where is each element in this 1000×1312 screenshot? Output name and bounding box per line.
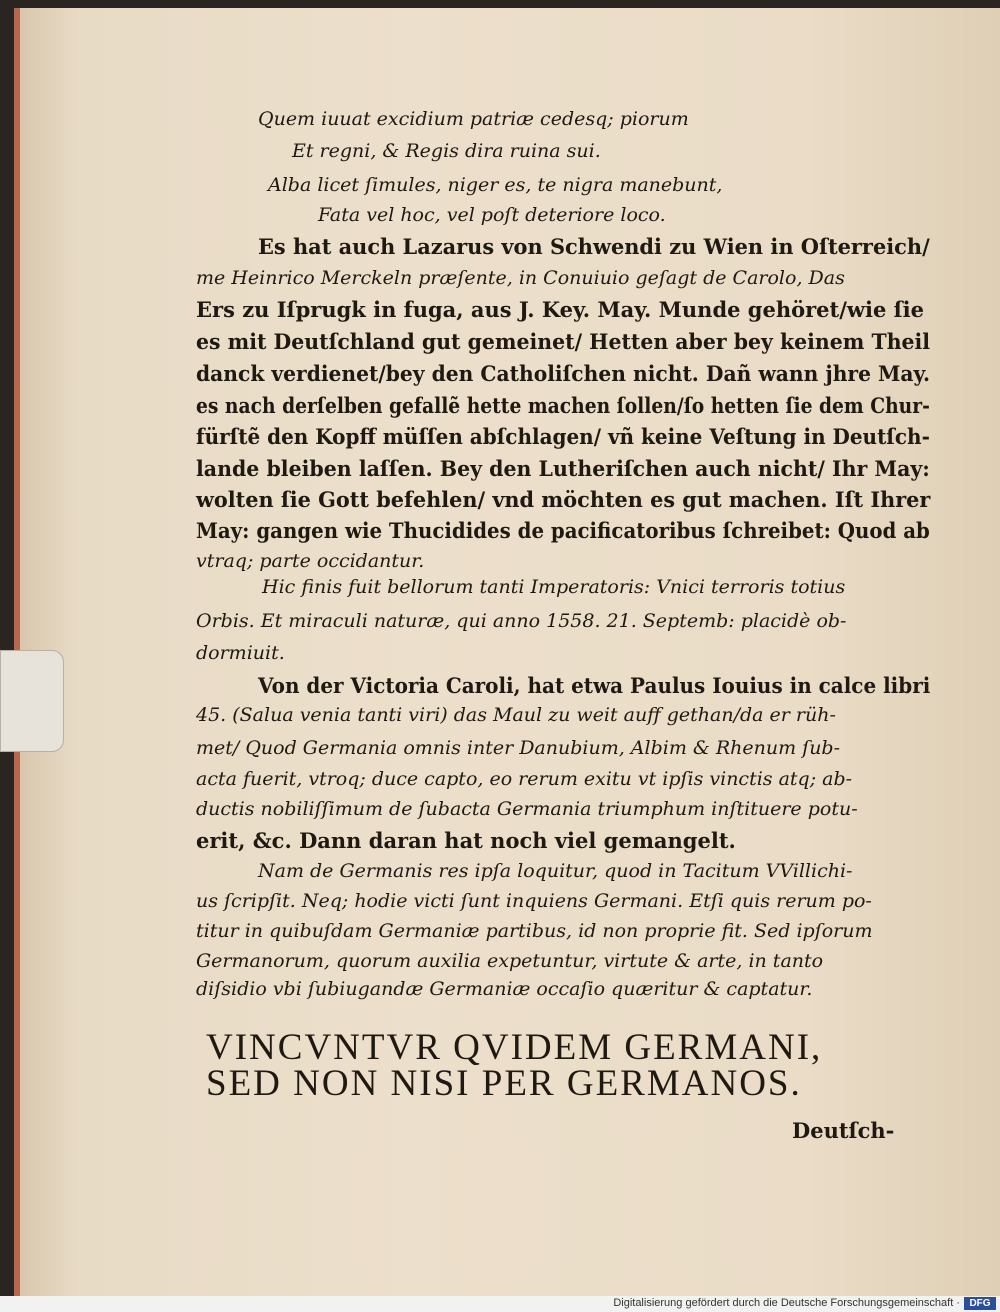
text-line: Alba licet ſimules, niger es, te nigra manebunt, bbox=[268, 174, 723, 196]
text-line: diſsidio vbi ſubiugandæ Germaniæ occaſio quæritur & captatur. bbox=[196, 978, 813, 1000]
text-line: acta fuerit, vtroq; duce capto, eo rerum exitu vt ipſis vinctis atq; ab- bbox=[196, 768, 853, 790]
text-line: VINCVNTVR QVIDEM GERMANI, bbox=[206, 1027, 823, 1068]
funding-notice: Digitalisierung gefördert durch die Deutsche Forschungsgemeinschaft · bbox=[613, 1297, 960, 1309]
text-line: Et regni, & Regis dira ruina sui. bbox=[292, 140, 601, 162]
text-line: Quem iuuat excidium patriæ cedesq; piorum bbox=[258, 108, 689, 130]
text-line: erit, &c. Dann daran hat noch viel gemangelt. bbox=[196, 828, 736, 853]
text-line: wolten ſie Gott befehlen/ vnd möchten es gut machen. Iſt Ihrer bbox=[196, 487, 931, 512]
text-line: met/ Quod Germania omnis inter Danubium, Albim & Rhenum ſub- bbox=[196, 737, 841, 759]
text-line: Fata vel hoc, vel poſt deteriore loco. bbox=[318, 204, 666, 226]
text-line: titur in quibuſdam Germaniæ partibus, id non proprie fit. Sed ipſorum bbox=[196, 920, 873, 942]
text-line: Germanorum, quorum auxilia expetuntur, virtute & arte, in tanto bbox=[196, 950, 824, 972]
text-line: Deutſch- bbox=[792, 1118, 895, 1143]
text-line: fürſtẽ den Kopff müſſen abſchlagen/ vñ keine Veſtung in Deutſch- bbox=[196, 424, 930, 449]
text-line: Nam de Germanis res ipſa loquitur, quod in Tacitum VVillichi- bbox=[258, 860, 853, 882]
text-line: Hic finis fuit bellorum tanti Imperatoris: Vnici terroris totius bbox=[262, 576, 846, 598]
text-line: Von der Victoria Caroli, hat etwa Paulus Iouius in calce libri bbox=[258, 673, 931, 698]
text-line: us ſcripſit. Neq; hodie victi ſunt inquiens Germani. Etſi quis rerum po- bbox=[196, 890, 872, 912]
text-line: Orbis. Et miraculi naturæ, qui anno 1558. 21. Septemb: placidè ob- bbox=[196, 610, 847, 632]
text-line: vtraq; parte occidantur. bbox=[196, 550, 425, 572]
text-line: dormiuit. bbox=[196, 642, 285, 664]
text-line: es nach derſelben gefallẽ hette machen ſollen/ſo hetten ſie dem Chur- bbox=[196, 393, 930, 418]
page-tab-marker bbox=[0, 650, 64, 752]
text-line: Ers zu Iſprugk in fuga, aus J. Key. May. Munde gehöret/wie ſie bbox=[196, 297, 925, 322]
text-line: 45. (Salua venia tanti viri) das Maul zu weit auff gethan/da er rüh- bbox=[196, 704, 836, 726]
text-line: SED NON NISI PER GERMANOS. bbox=[206, 1063, 802, 1104]
text-line: May: gangen wie Thucidides de pacificatoribus ſchreibet: Quod ab bbox=[196, 518, 930, 543]
text-line: danck verdienet/bey den Catholiſchen nicht. Dañ wann jhre May. bbox=[196, 361, 931, 386]
text-line: lande bleiben laſſen. Bey den Lutheriſchen auch nicht/ Ihr May: bbox=[196, 456, 930, 481]
text-line: es mit Deutſchland gut gemeinet/ Hetten aber bey keinem Theil bbox=[196, 329, 931, 354]
text-line: me Heinrico Merckeln præſente, in Conuiuio geſagt de Carolo, Das bbox=[196, 267, 845, 289]
dfg-logo: DFG bbox=[964, 1297, 996, 1310]
text-line: Es hat auch Lazarus von Schwendi zu Wien in Oſterreich/ bbox=[258, 234, 930, 259]
text-line: ductis nobiliſſimum de ſubacta Germania triumphum inſtituere potu- bbox=[196, 798, 858, 820]
